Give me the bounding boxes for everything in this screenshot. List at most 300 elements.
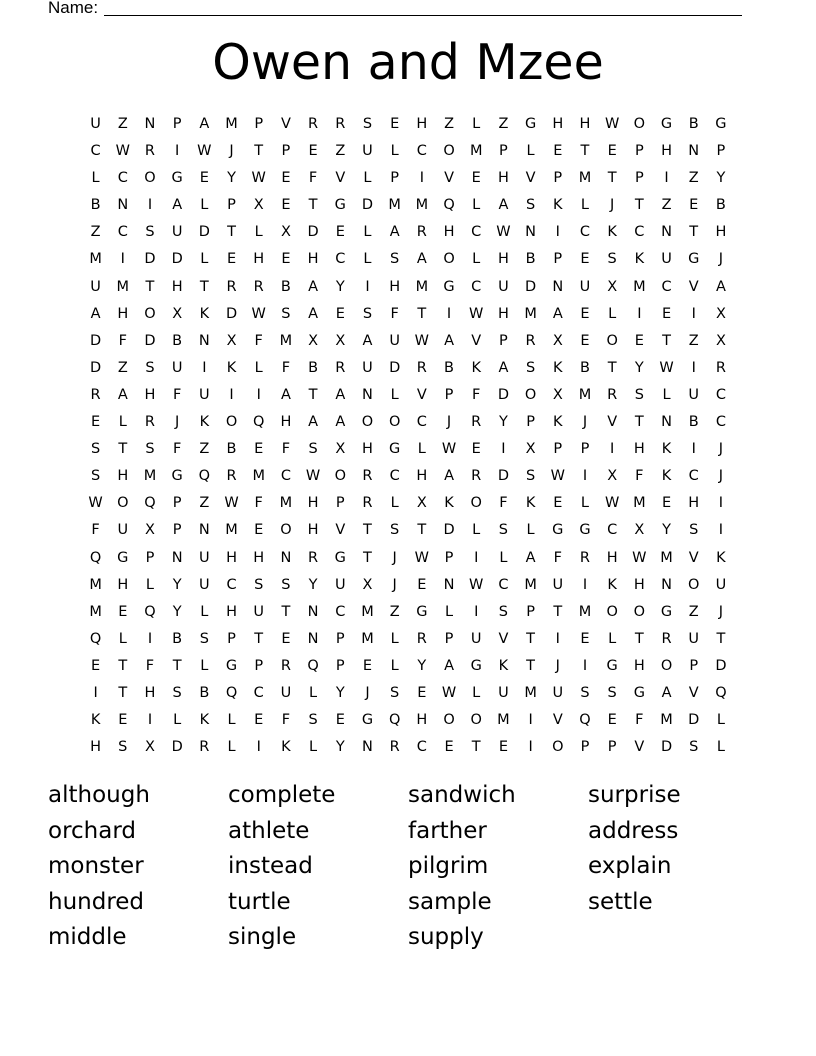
grid-cell: L bbox=[472, 684, 481, 701]
grid-cell: U bbox=[280, 684, 292, 701]
grid-cell: U bbox=[199, 549, 210, 566]
grid-cell: Z bbox=[117, 359, 128, 376]
grid-cell: E bbox=[118, 603, 128, 620]
grid-cell: C bbox=[471, 224, 482, 241]
grid-cell: Z bbox=[199, 441, 210, 458]
grid-cell: J bbox=[392, 576, 397, 593]
grid-cell: U bbox=[470, 630, 482, 647]
grid-cell: R bbox=[471, 468, 482, 485]
grid-cell: P bbox=[607, 739, 617, 756]
grid-cell: J bbox=[610, 197, 615, 214]
grid-cell: E bbox=[91, 414, 101, 431]
grid-cell: B bbox=[280, 278, 291, 295]
grid-cell: H bbox=[307, 522, 319, 539]
grid-cell: L bbox=[608, 630, 617, 647]
grid-cell: F bbox=[254, 495, 263, 512]
grid-cell: P bbox=[444, 549, 454, 566]
grid-cell: T bbox=[634, 630, 644, 647]
grid-cell: A bbox=[498, 197, 509, 214]
grid-cell: C bbox=[90, 143, 101, 160]
grid-cell: G bbox=[361, 712, 374, 729]
grid-cell: R bbox=[226, 278, 237, 295]
grid-cell: Q bbox=[579, 712, 591, 729]
grid-cell: S bbox=[308, 712, 318, 729]
grid-cell: I bbox=[501, 441, 506, 458]
grid-cell: C bbox=[471, 278, 482, 295]
grid-cell: X bbox=[552, 386, 563, 403]
grid-cell: S bbox=[525, 197, 536, 214]
grid-cell: J bbox=[446, 414, 452, 431]
grid-cell: T bbox=[526, 630, 536, 647]
grid-cell: A bbox=[444, 657, 454, 674]
grid-cell: P bbox=[254, 116, 264, 132]
grid-cell: O bbox=[280, 522, 292, 539]
grid-cell: F bbox=[172, 441, 182, 458]
grid-cell: S bbox=[145, 224, 155, 241]
grid-cell: E bbox=[444, 739, 454, 756]
grid-cell: M bbox=[225, 522, 238, 539]
grid-cell: W bbox=[604, 495, 620, 512]
grid-cell: E bbox=[281, 197, 291, 214]
grid-cell: O bbox=[470, 712, 482, 729]
grid-cell: L bbox=[716, 712, 725, 729]
word-list-item: supply bbox=[408, 924, 484, 951]
word-list-item: single bbox=[228, 924, 297, 951]
grid-cell: L bbox=[200, 197, 209, 214]
grid-cell: E bbox=[281, 251, 291, 268]
grid-cell: Y bbox=[308, 576, 318, 593]
grid-cell: B bbox=[444, 359, 454, 376]
grid-cell: L bbox=[716, 739, 725, 756]
grid-cell: S bbox=[362, 116, 373, 132]
grid-cell: D bbox=[497, 386, 509, 403]
grid-cell: P bbox=[634, 170, 644, 187]
grid-cell: J bbox=[365, 684, 370, 701]
grid-cell: O bbox=[225, 414, 238, 431]
grid-cell: O bbox=[524, 386, 537, 403]
grid-cell: A bbox=[308, 305, 319, 322]
grid-cell: Q bbox=[144, 495, 156, 512]
grid-cell: H bbox=[688, 495, 700, 512]
word-list-item: farther bbox=[408, 817, 487, 844]
grid-cell: C bbox=[715, 386, 726, 403]
grid-cell: X bbox=[607, 278, 618, 295]
grid-cell: S bbox=[607, 684, 617, 701]
grid-cell: D bbox=[307, 224, 319, 241]
grid-cell: P bbox=[526, 603, 535, 620]
grid-cell: N bbox=[661, 576, 672, 593]
grid-cell: S bbox=[281, 576, 291, 593]
grid-cell: W bbox=[115, 143, 130, 160]
grid-cell: X bbox=[335, 332, 346, 349]
grid-cell: D bbox=[90, 359, 102, 376]
grid-cell: G bbox=[606, 657, 618, 674]
grid-cell: E bbox=[226, 251, 237, 268]
word-list-item: pilgrim bbox=[408, 853, 489, 880]
grid-cell: H bbox=[715, 224, 727, 241]
grid-cell: X bbox=[715, 332, 726, 349]
grid-cell: L bbox=[390, 386, 399, 403]
grid-cell: S bbox=[199, 630, 209, 647]
word-list-item: instead bbox=[228, 853, 313, 880]
grid-cell: U bbox=[90, 278, 101, 295]
grid-cell: D bbox=[144, 251, 156, 268]
grid-cell: L bbox=[91, 170, 100, 187]
word-list-item: sample bbox=[408, 888, 492, 915]
grid-cell: H bbox=[144, 684, 156, 701]
grid-cell: M bbox=[415, 197, 429, 214]
grid-cell: F bbox=[145, 657, 155, 674]
grid-cell: P bbox=[172, 522, 182, 539]
grid-cell: O bbox=[443, 712, 455, 729]
grid-cell: T bbox=[118, 441, 128, 458]
grid-cell: X bbox=[634, 522, 645, 539]
grid-cell: V bbox=[688, 684, 699, 701]
grid-cell: O bbox=[660, 657, 673, 674]
grid-cell: O bbox=[688, 576, 700, 593]
grid-cell: P bbox=[580, 739, 590, 756]
grid-cell: K bbox=[471, 359, 481, 376]
grid-cell: R bbox=[525, 332, 536, 349]
grid-cell: W bbox=[469, 305, 484, 322]
grid-cell: H bbox=[90, 739, 102, 756]
grid-cell: H bbox=[307, 251, 319, 268]
grid-cell: Z bbox=[90, 224, 101, 241]
grid-cell: X bbox=[552, 332, 563, 349]
grid-cell: E bbox=[281, 630, 291, 647]
grid-cell: C bbox=[715, 414, 726, 431]
grid-cell: U bbox=[199, 386, 210, 403]
grid-cell: D bbox=[144, 332, 156, 349]
grid-cell: H bbox=[416, 712, 428, 729]
grid-cell: X bbox=[253, 197, 264, 214]
grid-cell: E bbox=[580, 251, 590, 268]
grid-cell: J bbox=[582, 414, 588, 431]
grid-cell: I bbox=[229, 386, 234, 403]
grid-cell: U bbox=[688, 386, 700, 403]
grid-cell: Z bbox=[389, 603, 400, 620]
grid-cell: O bbox=[388, 414, 401, 431]
grid-cell: K bbox=[634, 251, 645, 268]
grid-cell: G bbox=[171, 468, 183, 485]
grid-cell: H bbox=[416, 116, 428, 132]
grid-cell: L bbox=[580, 495, 590, 512]
grid-cell: P bbox=[254, 657, 264, 674]
grid-cell: P bbox=[227, 630, 236, 647]
grid-cell: H bbox=[280, 414, 292, 431]
grid-cell: M bbox=[89, 251, 102, 268]
grid-cell: Y bbox=[335, 278, 345, 295]
grid-cell: T bbox=[308, 386, 318, 403]
grid-cell: A bbox=[90, 305, 101, 322]
grid-cell: H bbox=[144, 386, 156, 403]
grid-cell: H bbox=[552, 116, 564, 132]
grid-cell: T bbox=[526, 657, 536, 674]
grid-cell: M bbox=[279, 495, 293, 512]
grid-cell: K bbox=[661, 468, 672, 485]
grid-cell: T bbox=[471, 739, 481, 756]
grid-cell: T bbox=[363, 549, 372, 566]
name-label: Name: bbox=[48, 0, 99, 17]
grid-cell: P bbox=[689, 657, 699, 674]
grid-cell: R bbox=[335, 116, 346, 132]
grid-cell: D bbox=[688, 712, 700, 729]
word-list-item: sandwich bbox=[408, 782, 516, 808]
grid-cell: I bbox=[718, 495, 724, 512]
grid-cell: A bbox=[335, 414, 346, 431]
grid-cell: J bbox=[392, 549, 397, 566]
grid-cell: C bbox=[280, 468, 291, 485]
grid-cell: U bbox=[90, 116, 101, 132]
grid-cell: F bbox=[281, 441, 291, 458]
grid-cell: H bbox=[307, 495, 319, 512]
grid-cell: I bbox=[202, 359, 207, 376]
grid-cell: L bbox=[390, 495, 399, 512]
grid-cell: Z bbox=[661, 197, 672, 214]
grid-cell: L bbox=[145, 576, 155, 593]
grid-cell: T bbox=[145, 278, 155, 295]
grid-cell: K bbox=[199, 305, 210, 322]
grid-cell: M bbox=[225, 116, 238, 132]
grid-cell: F bbox=[472, 386, 481, 403]
grid-cell: P bbox=[499, 143, 508, 160]
grid-cell: L bbox=[118, 630, 127, 647]
grid-cell: R bbox=[416, 359, 427, 376]
grid-cell: Z bbox=[688, 603, 699, 620]
grid-cell: H bbox=[226, 603, 237, 620]
grid-cell: K bbox=[281, 739, 291, 756]
grid-cell: A bbox=[308, 414, 319, 431]
grid-cell: J bbox=[229, 143, 234, 160]
grid-cell: T bbox=[607, 170, 617, 187]
grid-cell: K bbox=[90, 712, 101, 729]
grid-cell: E bbox=[580, 305, 590, 322]
word-list-item: surprise bbox=[588, 782, 681, 808]
grid-cell: S bbox=[281, 305, 291, 322]
grid-cell: T bbox=[172, 657, 182, 674]
grid-cell: W bbox=[441, 441, 457, 458]
grid-cell: G bbox=[443, 278, 455, 295]
grid-cell: F bbox=[308, 170, 318, 187]
grid-cell: A bbox=[117, 386, 128, 403]
grid-cell: S bbox=[308, 441, 318, 458]
grid-cell: E bbox=[580, 630, 590, 647]
grid-cell: E bbox=[689, 197, 699, 214]
grid-cell: D bbox=[171, 251, 183, 268]
grid-cell: K bbox=[553, 197, 563, 214]
grid-cell: M bbox=[361, 603, 374, 620]
word-list-item: turtle bbox=[228, 888, 291, 915]
grid-cell: T bbox=[254, 630, 264, 647]
grid-cell: L bbox=[118, 414, 127, 431]
grid-cell: E bbox=[471, 441, 481, 458]
grid-cell: P bbox=[553, 441, 563, 458]
grid-cell: L bbox=[200, 657, 209, 674]
grid-cell: H bbox=[117, 576, 129, 593]
grid-cell: E bbox=[254, 441, 264, 458]
grid-cell: L bbox=[254, 359, 263, 376]
grid-cell: F bbox=[553, 549, 562, 566]
grid-cell: A bbox=[416, 251, 427, 268]
grid-cell: G bbox=[117, 549, 129, 566]
grid-cell: E bbox=[498, 739, 508, 756]
grid-cell: K bbox=[661, 441, 672, 458]
grid-cell: N bbox=[307, 603, 319, 620]
grid-cell: E bbox=[471, 170, 481, 187]
grid-cell: K bbox=[226, 359, 237, 376]
grid-cell: L bbox=[499, 549, 508, 566]
grid-cell: K bbox=[607, 576, 617, 593]
grid-cell: I bbox=[691, 359, 696, 376]
grid-cell: U bbox=[362, 359, 373, 376]
grid-cell: L bbox=[580, 197, 590, 214]
grid-cell: U bbox=[498, 278, 509, 295]
grid-cell: M bbox=[143, 468, 157, 485]
grid-cell: W bbox=[251, 305, 266, 322]
grid-cell: X bbox=[715, 305, 726, 322]
grid-cell: I bbox=[365, 278, 370, 295]
grid-cell: H bbox=[633, 441, 645, 458]
grid-cell: V bbox=[634, 739, 645, 756]
grid-cell: B bbox=[688, 116, 699, 132]
grid-cell: I bbox=[555, 630, 560, 647]
grid-cell: L bbox=[363, 251, 372, 268]
grid-cell: E bbox=[390, 116, 400, 132]
grid-cell: E bbox=[308, 143, 318, 160]
grid-cell: A bbox=[552, 305, 563, 322]
grid-cell: A bbox=[389, 224, 400, 241]
grid-cell: G bbox=[334, 197, 346, 214]
grid-cell: P bbox=[526, 414, 535, 431]
grid-cell: G bbox=[389, 441, 401, 458]
grid-cell: A bbox=[280, 386, 291, 403]
word-list-item: monster bbox=[48, 853, 144, 880]
grid-cell: U bbox=[362, 143, 373, 160]
grid-cell: L bbox=[472, 522, 481, 539]
grid-cell: L bbox=[662, 386, 671, 403]
word-list-item: hundred bbox=[48, 888, 145, 915]
grid-cell: A bbox=[172, 197, 183, 214]
grid-cell: U bbox=[688, 630, 700, 647]
grid-cell: R bbox=[579, 549, 590, 566]
grid-cell: M bbox=[524, 305, 537, 322]
grid-cell: S bbox=[498, 603, 509, 620]
grid-cell: K bbox=[525, 495, 536, 512]
grid-cell: H bbox=[606, 549, 618, 566]
grid-cell: R bbox=[335, 359, 346, 376]
word-list-item: address bbox=[588, 817, 679, 844]
grid-cell: P bbox=[172, 116, 182, 132]
name-field[interactable] bbox=[48, 0, 98, 18]
grid-cell: M bbox=[578, 603, 592, 620]
grid-cell: V bbox=[607, 414, 618, 431]
grid-cell: L bbox=[472, 116, 481, 132]
grid-cell: R bbox=[199, 739, 210, 756]
grid-cell: P bbox=[335, 495, 345, 512]
grid-cell: Q bbox=[225, 684, 238, 701]
grid-cell: R bbox=[362, 468, 373, 485]
grid-cell: P bbox=[335, 630, 345, 647]
grid-cell: L bbox=[227, 739, 236, 756]
grid-cell: J bbox=[555, 657, 560, 674]
name-underline bbox=[104, 15, 742, 16]
grid-cell: W bbox=[414, 332, 430, 349]
grid-cell: P bbox=[145, 549, 155, 566]
grid-cell: A bbox=[362, 332, 373, 349]
grid-cell: R bbox=[226, 468, 237, 485]
grid-cell: V bbox=[335, 522, 346, 539]
word-list bbox=[48, 778, 768, 956]
grid-cell: V bbox=[471, 332, 482, 349]
grid-cell: C bbox=[688, 468, 699, 485]
grid-cell: S bbox=[634, 386, 644, 403]
grid-cell: R bbox=[416, 224, 427, 241]
grid-cell: Y bbox=[716, 170, 726, 187]
grid-cell: A bbox=[335, 386, 346, 403]
word-list-item: athlete bbox=[228, 817, 310, 844]
grid-cell: S bbox=[607, 251, 617, 268]
grid-cell: T bbox=[118, 657, 128, 674]
grid-cell: X bbox=[525, 441, 536, 458]
grid-cell: O bbox=[361, 414, 374, 431]
grid-cell: M bbox=[497, 712, 510, 729]
grid-cell: L bbox=[363, 224, 372, 241]
grid-cell: Q bbox=[715, 684, 727, 701]
grid-cell: N bbox=[307, 630, 319, 647]
grid-cell: S bbox=[118, 739, 128, 756]
grid-cell: M bbox=[660, 712, 673, 729]
grid-cell: X bbox=[416, 495, 427, 512]
grid-cell: X bbox=[172, 305, 183, 322]
grid-cell: R bbox=[144, 414, 155, 431]
grid-cell: Z bbox=[117, 116, 128, 132]
grid-cell: Q bbox=[388, 712, 401, 729]
grid-cell: M bbox=[279, 332, 293, 349]
grid-cell: R bbox=[715, 359, 726, 376]
grid-cell: E bbox=[661, 305, 672, 322]
grid-cell: W bbox=[550, 468, 565, 485]
grid-cell: T bbox=[634, 197, 644, 214]
grid-cell: G bbox=[660, 116, 673, 132]
grid-cell: U bbox=[253, 603, 265, 620]
grid-cell: E bbox=[634, 332, 644, 349]
grid-cell: A bbox=[715, 278, 726, 295]
grid-cell: S bbox=[390, 684, 400, 701]
grid-cell: M bbox=[524, 576, 537, 593]
grid-cell: Q bbox=[89, 549, 102, 566]
grid-cell: C bbox=[607, 522, 618, 539]
grid-cell: W bbox=[251, 170, 266, 187]
grid-cell: M bbox=[388, 197, 401, 214]
grid-cell: S bbox=[390, 522, 400, 539]
grid-cell: A bbox=[661, 684, 672, 701]
grid-cell: T bbox=[716, 630, 726, 647]
grid-cell: B bbox=[226, 441, 237, 458]
grid-cell: L bbox=[363, 170, 372, 187]
grid-cell: R bbox=[607, 386, 618, 403]
grid-cell: M bbox=[361, 630, 374, 647]
grid-cell: F bbox=[118, 332, 127, 349]
grid-cell: G bbox=[552, 522, 564, 539]
grid-cell: Q bbox=[443, 197, 455, 214]
grid-cell: F bbox=[281, 712, 291, 729]
grid-cell: I bbox=[93, 684, 98, 701]
grid-cell: M bbox=[578, 170, 592, 187]
grid-cell: R bbox=[253, 278, 264, 295]
grid-cell: Z bbox=[688, 332, 699, 349]
grid-cell: L bbox=[227, 712, 236, 729]
grid-cell: O bbox=[470, 495, 482, 512]
